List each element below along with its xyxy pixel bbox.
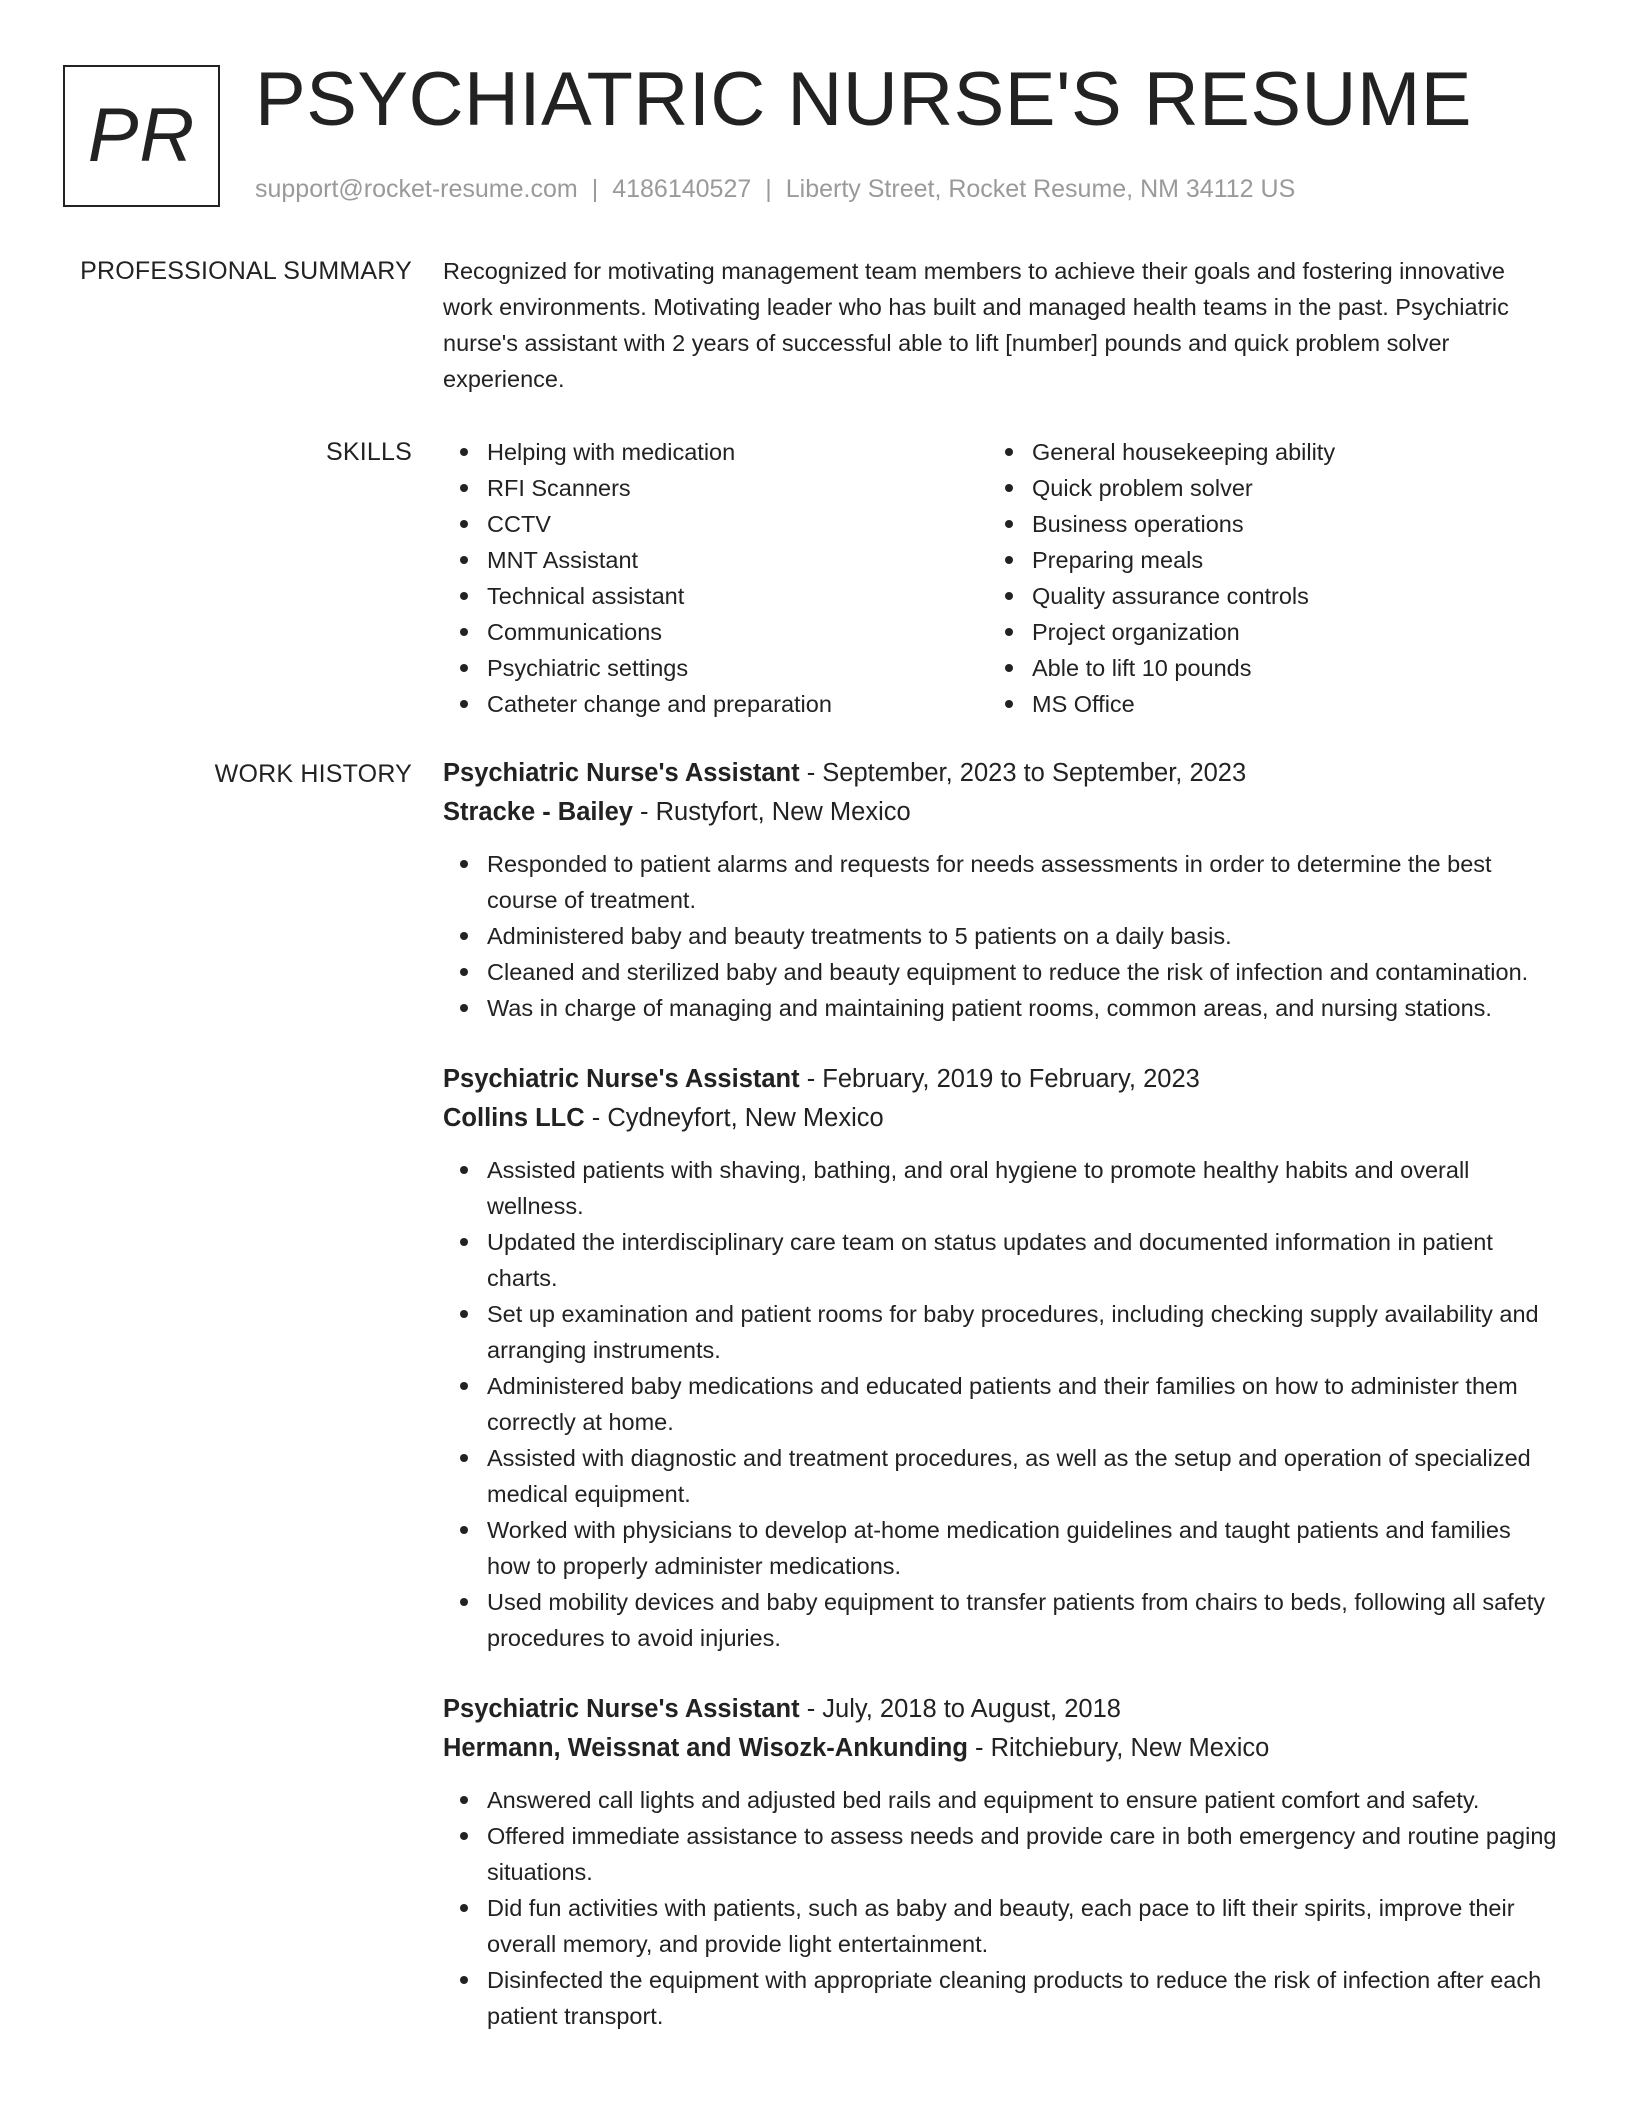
job-bullet: Set up examination and patient rooms for baby procedures, including checking supply availability and arranging instruments. xyxy=(443,1296,1558,1368)
job-bullet: Assisted with diagnostic and treatment procedures, as well as the setup and operation of specialized medical equipment. xyxy=(443,1440,1558,1512)
job-bullet: Was in charge of managing and maintaining patient rooms, common areas, and nursing stations. xyxy=(443,990,1558,1026)
summary-text: Recognized for motivating management team members to achieve their goals and fostering innovative work environments. Motivating leader who has built and managed health teams in the past. Psychiatric nurse's assistant with 2 years of successful able to lift [number] pounds and quick problem solver experience. xyxy=(443,258,1509,392)
job-dates: - September, 2023 to September, 2023 xyxy=(799,759,1247,787)
job-bullet: Administered baby medications and educated patients and their families on how to administer them correctly at home. xyxy=(443,1368,1558,1440)
job-company-line xyxy=(443,1099,1558,1138)
job-bullet: Updated the interdisciplinary care team on status updates and documented information in patient charts. xyxy=(443,1224,1558,1296)
skill-item: Communications xyxy=(443,614,988,650)
job-dates: - July, 2018 to August, 2018 xyxy=(799,1695,1121,1723)
contact-separator: | xyxy=(765,175,772,203)
skill-item: Project organization xyxy=(988,614,1533,650)
job-bullet: Used mobility devices and baby equipment to transfer patients from chairs to beds, following all safety procedures to avoid injuries. xyxy=(443,1584,1558,1656)
job-title: Psychiatric Nurse's Assistant xyxy=(443,1065,800,1093)
job-title: Psychiatric Nurse's Assistant xyxy=(443,1695,800,1723)
monogram-logo xyxy=(63,65,220,207)
job-bullet-list xyxy=(443,1152,1558,1656)
job-company: Stracke - Bailey xyxy=(443,798,633,826)
job-company: Collins LLC xyxy=(443,1104,585,1132)
job-bullet: Answered call lights and adjusted bed rails and equipment to ensure patient comfort and safety. xyxy=(443,1782,1558,1818)
skill-item: MNT Assistant xyxy=(443,542,988,578)
job-location: - Cydneyfort, New Mexico xyxy=(584,1104,884,1132)
skill-item: Catheter change and preparation xyxy=(443,686,988,722)
skill-item: Psychiatric settings xyxy=(443,650,988,686)
job-bullet: Responded to patient alarms and requests for needs assessments in order to determine the best course of treatment. xyxy=(443,846,1558,918)
work-history-body xyxy=(443,754,1558,2068)
contact-phone[interactable]: 4186140527 xyxy=(612,175,752,203)
job-bullet-list xyxy=(443,846,1558,1026)
skill-item: Able to lift 10 pounds xyxy=(988,650,1533,686)
job-title: Psychiatric Nurse's Assistant xyxy=(443,759,800,787)
skill-item: Preparing meals xyxy=(988,542,1533,578)
skill-item: RFI Scanners xyxy=(443,470,988,506)
skills-column-right xyxy=(988,434,1533,722)
job-location: - Ritchiebury, New Mexico xyxy=(967,1734,1270,1762)
resume-title: PSYCHIATRIC NURSE'S RESUME xyxy=(255,57,1472,142)
contact-address: Liberty Street, Rocket Resume, NM 34112 US xyxy=(785,175,1296,203)
contact-email[interactable]: support@rocket-resume.com xyxy=(255,175,578,203)
section-label-skills: SKILLS xyxy=(326,438,412,466)
job-title-line xyxy=(443,1690,1558,1729)
skill-item: Quick problem solver xyxy=(988,470,1533,506)
job-entry xyxy=(443,1690,1558,2034)
contact-separator: | xyxy=(591,175,599,203)
job-bullet: Cleaned and sterilized baby and beauty equipment to reduce the risk of infection and contamination. xyxy=(443,954,1558,990)
job-entry xyxy=(443,754,1558,1026)
skill-item: Quality assurance controls xyxy=(988,578,1533,614)
section-label-summary: PROFESSIONAL SUMMARY xyxy=(80,257,412,285)
monogram-initials: PR xyxy=(87,93,196,178)
job-dates: - February, 2019 to February, 2023 xyxy=(799,1065,1200,1093)
job-bullet: Worked with physicians to develop at-home medication guidelines and taught patients and families how to properly administer medications. xyxy=(443,1512,1558,1584)
job-bullet: Disinfected the equipment with appropriate cleaning products to reduce the risk of infection after each patient transport. xyxy=(443,1962,1558,2034)
skill-item: Business operations xyxy=(988,506,1533,542)
summary-body xyxy=(443,253,1558,397)
job-entry xyxy=(443,1060,1558,1656)
contact-line xyxy=(255,172,1295,206)
job-title-line xyxy=(443,754,1558,793)
job-bullet: Did fun activities with patients, such as baby and beauty, each pace to lift their spirits, improve their overall memory, and provide light entertainment. xyxy=(443,1890,1558,1962)
job-bullet: Offered immediate assistance to assess needs and provide care in both emergency and routine paging situations. xyxy=(443,1818,1558,1890)
skills-grid xyxy=(443,434,1558,722)
job-title-line xyxy=(443,1060,1558,1099)
section-label-work-history: WORK HISTORY xyxy=(214,760,412,788)
skill-item: Helping with medication xyxy=(443,434,988,470)
skill-item: Technical assistant xyxy=(443,578,988,614)
job-bullet-list xyxy=(443,1782,1558,2034)
skills-body xyxy=(443,434,1558,722)
skill-item: MS Office xyxy=(988,686,1533,722)
skill-item: CCTV xyxy=(443,506,988,542)
job-company-line xyxy=(443,1729,1558,1768)
job-company: Hermann, Weissnat and Wisozk-Ankunding xyxy=(443,1734,968,1762)
job-location: - Rustyfort, New Mexico xyxy=(632,798,911,826)
job-company-line xyxy=(443,793,1558,832)
job-bullet: Administered baby and beauty treatments to 5 patients on a daily basis. xyxy=(443,918,1558,954)
skills-column-left xyxy=(443,434,988,722)
skill-item: General housekeeping ability xyxy=(988,434,1533,470)
job-bullet: Assisted patients with shaving, bathing, and oral hygiene to promote healthy habits and overall wellness. xyxy=(443,1152,1558,1224)
